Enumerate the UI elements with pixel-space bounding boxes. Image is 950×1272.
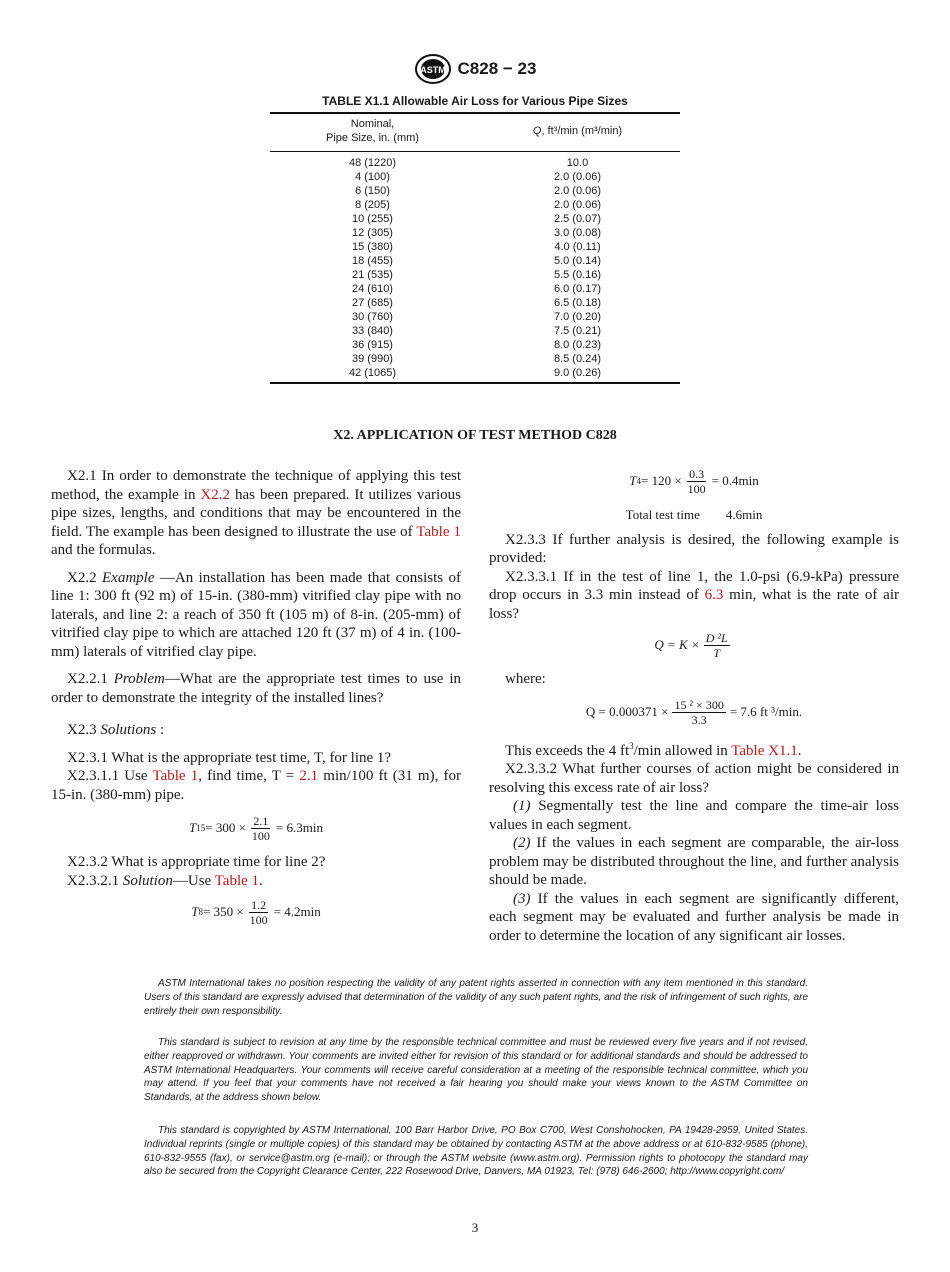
table-row [270,352,680,366]
cell-pipe-size: 36 (915) [352,339,393,351]
cell-pipe-size: 48 (1220) [348,157,397,169]
cell-air-loss: 7.0 (0.20) [553,311,602,323]
standard-designation: C828 − 23 [457,59,537,78]
column-header-q: Q, ft³/min (m³/min) [475,113,680,152]
paragraph-x2-2-1: X2.2.1 Problem—What are the appropriate test times to use in order to demonstrate the integrity of the installed lines? [51,671,461,706]
table-header-row [270,113,680,152]
left-column [51,467,461,937]
paragraph-x2-3-1: X2.3.1 What is the appropriate test time, T, for line 1? [67,749,392,766]
cell-air-loss: 6.0 (0.17) [553,283,602,295]
table-row [270,184,680,198]
right-column [489,467,899,945]
air-loss-table [270,112,680,384]
cell-pipe-size: 24 (610) [352,283,393,295]
paragraph-x2-1: X2.1 In order to demonstrate the technique of applying this test method, the example in X2.2 has been prepared. It utilizes various pipe sizes, lengths, and conditions that may be encountered in the field. The example has been designed to illustrate the use of Table 1 and the formulas. [51,468,461,558]
table-row [270,268,680,282]
cell-pipe-size: 33 (840) [352,325,393,337]
cell-air-loss: 7.5 (0.21) [553,325,602,337]
table-row [270,240,680,254]
table-row [270,198,680,212]
paragraph-x2-3-3: X2.3.3 If further analysis is desired, the following example is provided: [489,531,899,566]
formula-t15: T 15 = 300 × $\frac{2.1}{100}$ = 6.3min [189,814,323,843]
cell-pipe-size: 10 (255) [352,213,393,225]
formula-q-computed: Q = 0.000371 × $\frac{\text{15 ² × 300}}{3.3}$ = 7.6 ft ³/min. [585,697,803,727]
section-title: X2. APPLICATION OF TEST METHOD C828 [333,428,617,443]
link-table-x1-1[interactable]: Table X1.1 [731,742,798,759]
formula-q-general: Q = K × $\frac{\text{D ²L}}{T}$ [654,631,728,660]
patent-notice: ASTM International takes no position respecting the validity of any patent rights asserted in connection with any item mentioned in this standard. Users of this standard are expressly advised that determination of the validity of any such patent rights, and the risk of infringement of such rights, are entirely their own responsibility. [144,978,808,1017]
cell-pipe-size: 30 (760) [352,311,393,323]
link-table-1[interactable]: Table 1 [152,768,199,784]
table-row [270,338,680,352]
table-row [270,282,680,296]
total-test-time: Total test time 4.6min [625,507,763,522]
cell-air-loss: 2.0 (0.06) [553,185,602,197]
formula-t8: T 8 = 350 × $\frac{1.2}{100}$ = 4.2min [191,898,321,927]
paragraph-x2-3-3-1: X2.3.3.1 If in the test of line 1, the 1.0-psi (6.9-kPa) pressure drop occurs in 3.3 min instead of 6.3 min, what is the rate of air loss? [489,568,899,622]
cell-pipe-size: 21 (535) [352,269,393,281]
cell-air-loss: 8.0 (0.23) [553,339,602,351]
paragraph-x2-3-1-1: X2.3.1.1 Use Table 1, find time, T = 2.1 min/100 ft (31 m), for 15-in. (380-mm) pipe. [51,768,461,803]
paragraph-x2-3-3-2: X2.3.3.2 What further courses of action might be considered in resolving this excess rate of air loss? [489,761,899,796]
cell-air-loss: 2.0 (0.06) [553,199,602,211]
link-table-1[interactable]: Table 1 [214,872,260,889]
list-item-2: (2) If the values in each segment are comparable, the air-loss problem may be distributed throughout the line, and further analysis should be made. [489,835,899,888]
link-x2-2[interactable]: X2.2 [200,486,231,503]
link-value-6-3[interactable]: 6.3 [704,587,724,603]
table-caption: TABLE X1.1 Allowable Air Loss for Various Pipe Sizes [322,94,628,108]
cell-pipe-size: 18 (455) [352,255,393,267]
page-number: 3 [471,1220,479,1235]
cell-pipe-size: 12 (305) [352,227,393,239]
cell-pipe-size: 15 (380) [352,241,393,253]
link-value-2-1[interactable]: 2.1 [299,768,319,784]
list-item-1: (1) Segmentally test the line and compare the time-air loss values in each segment. [489,798,899,833]
paragraph-exceeds: This exceeds the 4 $ft^3/\min$ allowed in Table X1.1. [505,740,802,759]
cell-pipe-size: 6 (150) [355,185,390,197]
paragraph-x2-3-2: X2.3.2 What is appropriate time for line 2? [67,854,326,870]
cell-air-loss: 10.0 [566,157,589,169]
paragraph-x2-3: X2.3 Solutions : [67,722,165,738]
table-row [270,296,680,310]
table-row [270,254,680,268]
cell-air-loss: 5.5 (0.16) [553,269,602,281]
cell-air-loss: 9.0 (0.26) [475,366,680,383]
cell-pipe-size: 27 (685) [352,297,393,309]
table-row [270,366,680,383]
column-header-pipe-size: Nominal, Pipe Size, in. (mm) [270,113,475,152]
cell-air-loss: 8.5 (0.24) [553,353,602,365]
table-row [270,152,680,171]
table-row [270,226,680,240]
revision-notice: This standard is subject to revision at any time by the responsible technical committee and must be reviewed every five years and if not revised, either reapproved or withdrawn. Your comments are invited either for revision of this standard or for additional standards and should be addressed to ASTM International Headquarters. Your comments will receive careful consideration at a meeting of the responsible technical committee, which you may attend. If you feel that your comments have not received a fair hearing you should make your views known to the ASTM Committee on Standards, at the address shown below. [144,1037,808,1104]
paragraph-x2-2: X2.2 Example —An installation has been made that consists of line 1: 300 ft (92 m) of 15-in. (380-mm) vitrified clay pipe with no laterals, and line 2: a reach of 350 ft (105 m) of 8-in. (205-mm) of vitrified clay pipe to which are attached 120 ft (37 m) of 4 in. (100-mm) laterals of vitrified clay pipe. [51,569,461,660]
link-table-1[interactable]: Table 1 [416,523,461,540]
list-item-3: (3) If the values in each segment are significantly different, each segment may be evaluated and further analysis be made in order to determine the location of any significant air losses. [489,890,899,944]
table-body [270,152,680,384]
table-row [270,212,680,226]
cell-air-loss: 2.0 (0.06) [553,171,602,183]
paragraph-x2-3-2-1: X2.3.2.1 Solution—Use Table 1. [67,872,263,889]
where-label: where: [505,671,546,687]
page-header [0,52,950,86]
svg-text:ASTM: ASTM [419,65,446,75]
cell-air-loss: 6.5 (0.18) [553,297,602,309]
formula-t4: T 4 = 120 × $\frac{0.3}{100}$ = 0.4min [629,467,759,496]
cell-air-loss: 5.0 (0.14) [553,255,602,267]
cell-pipe-size: 8 (205) [355,199,390,211]
astm-logo-icon [414,53,452,85]
table-row [270,170,680,184]
table-row [270,310,680,324]
cell-air-loss: 3.0 (0.08) [553,227,602,239]
cell-pipe-size: 4 (100) [355,171,390,183]
cell-air-loss: 2.5 (0.07) [553,213,602,225]
cell-pipe-size: 39 (990) [352,353,393,365]
copyright-notice: This standard is copyrighted by ASTM International, 100 Barr Harbor Drive, PO Box C700, West Conshohocken, PA 19428-2959, United States. Individual reprints (single or multiple copies) of this standard may be obtained by contacting ASTM at the above address or at 610-832-9585 (phone), 610-832-9555 (fax), or service@astm.org (e-mail); or through the ASTM website (www.astm.org). Permission rights to photocopy the standard may also be secured from the Copyright Clearance Center, 222 Rosewood Drive, Danvers, MA 01923, Tel: (978) 646-2600; http://www.copyright.com/ [144,1125,808,1178]
table-row [270,324,680,338]
cell-air-loss: 4.0 (0.11) [554,241,601,253]
cell-pipe-size: 42 (1065) [270,366,475,383]
